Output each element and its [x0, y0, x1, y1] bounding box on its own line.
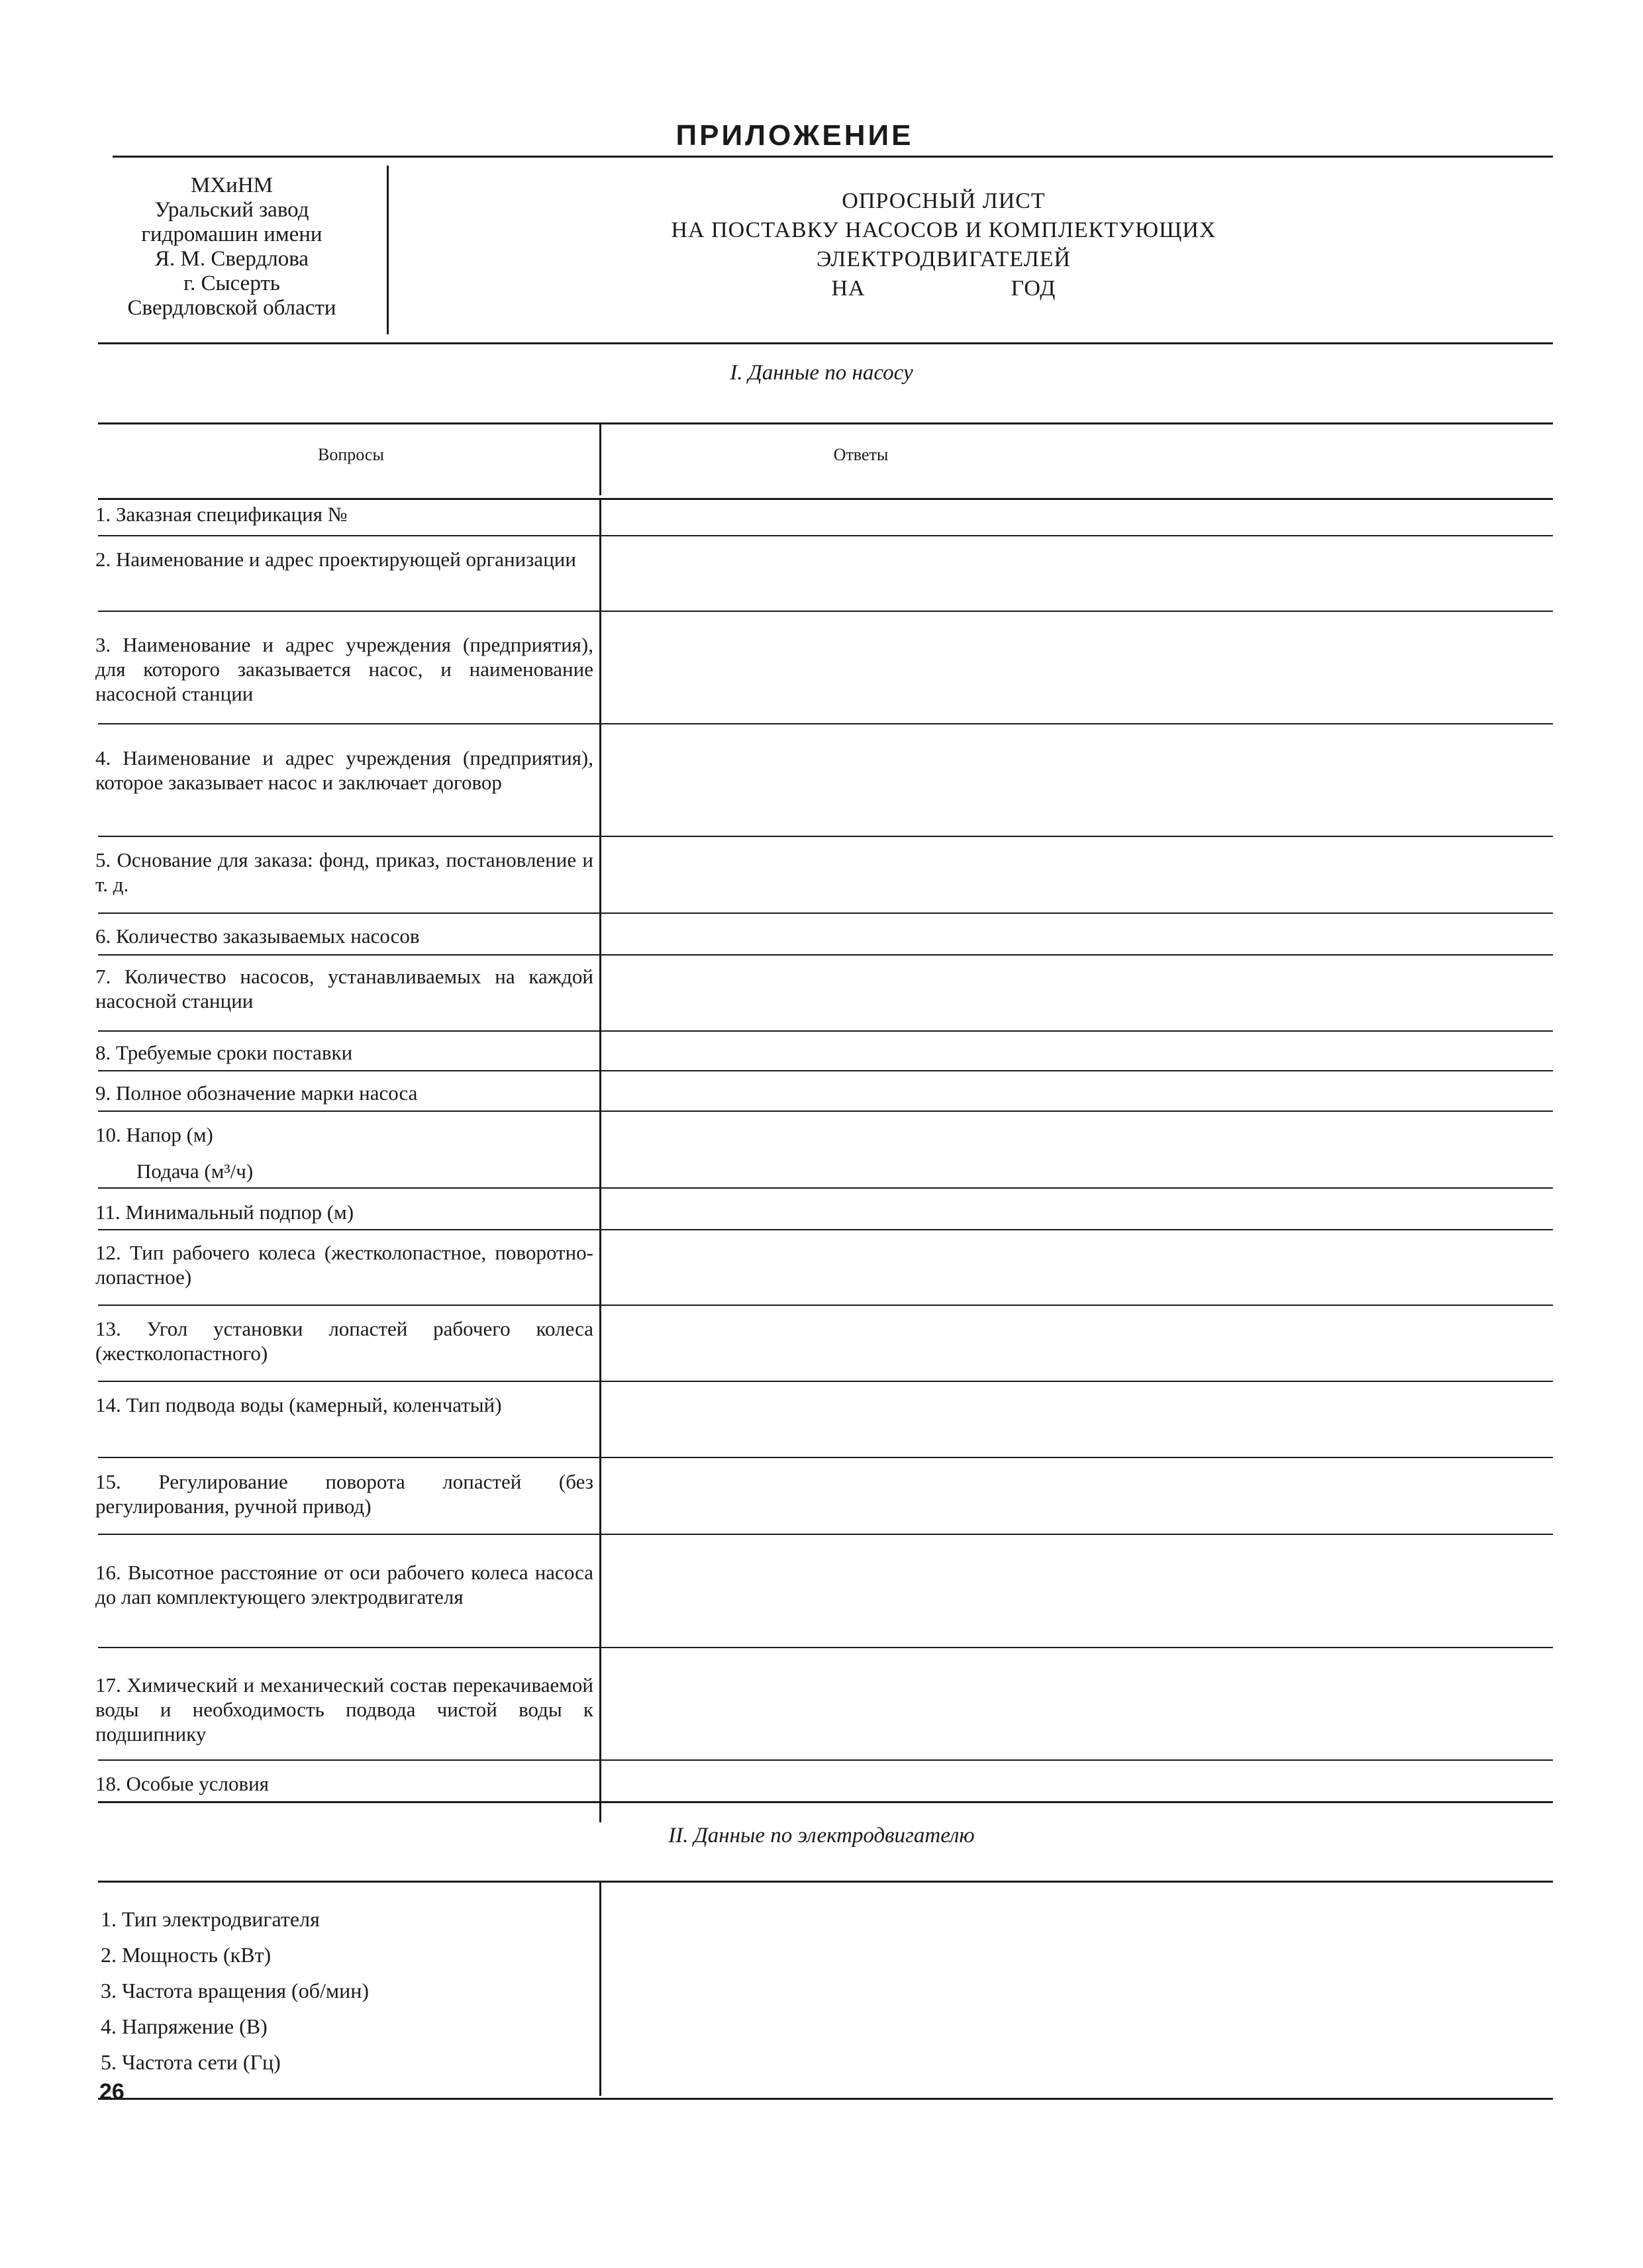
- row-rule: [98, 1647, 1553, 1648]
- motor-item-4: 4. Напряжение (В): [101, 2014, 268, 2038]
- row-rule: [98, 1187, 1553, 1189]
- row-rule: [98, 1759, 1553, 1761]
- motor-table-top-rule: [98, 1881, 1553, 1883]
- question-12: 12. Тип рабочего колеса (жестколопастное, поворотно-лопастное): [95, 1241, 593, 1289]
- row-rule: [98, 954, 1553, 956]
- table-top-rule: [98, 422, 1553, 424]
- org-line: Свердловской области: [127, 296, 336, 320]
- column-header-questions: Вопросы: [318, 445, 384, 464]
- question-17: 17. Химический и механический состав перекачиваемой воды и необходимость подвода чистой воды к подшипнику: [95, 1673, 593, 1746]
- row-rule: [98, 1801, 1553, 1803]
- year-prefix: НА: [831, 276, 866, 301]
- motor-item-3: 3. Частота вращения (об/мин): [101, 1979, 370, 2002]
- question-15: 15. Регулирование поворота лопастей (без регулирования, ручной привод): [95, 1470, 593, 1518]
- page-number: 26: [99, 2079, 124, 2104]
- row-rule: [98, 912, 1553, 914]
- question-1: 1. Заказная спецификация №: [95, 503, 348, 526]
- form-title-line: НА ПОСТАВКУ НАСОСОВ И КОМПЛЕКТУЮЩИХ: [671, 218, 1217, 242]
- org-line: гидромашин имени: [141, 222, 323, 246]
- organization-block: [93, 173, 371, 320]
- table-column-divider: [599, 422, 601, 495]
- row-rule: [98, 611, 1553, 612]
- section2-title: II. Данные по электродвигателю: [668, 1824, 975, 1848]
- row-rule: [98, 1305, 1553, 1306]
- question-10-sub: Подача (м³/ч): [136, 1159, 254, 1183]
- row-rule: [98, 723, 1553, 724]
- row-rule: [98, 1381, 1553, 1382]
- question-9: 9. Полное обозначение марки насоса: [95, 1081, 418, 1105]
- column-header-answers: Ответы: [833, 445, 889, 464]
- row-rule: [98, 498, 1553, 500]
- question-5: 5. Основание для заказа: фонд, приказ, постановление и т. д.: [95, 848, 593, 896]
- row-rule: [98, 1070, 1553, 1071]
- year-suffix: ГОД: [1011, 276, 1056, 301]
- org-line: Уральский завод: [154, 198, 309, 222]
- motor-item-1: 1. Тип электродвигателя: [101, 1907, 320, 1931]
- row-rule: [98, 1110, 1553, 1112]
- form-title-line: ЭЛЕКТРОДВИГАТЕЛЕЙ: [816, 247, 1071, 271]
- question-10: 10. Напор (м): [95, 1123, 213, 1146]
- question-6: 6. Количество заказываемых насосов: [95, 924, 420, 948]
- question-13: 13. Угол установки лопастей рабочего колеса (жестколопастного): [95, 1317, 593, 1365]
- appendix-title: ПРИЛОЖЕНИЕ: [675, 119, 914, 152]
- table-column-divider: [599, 1881, 601, 2096]
- form-title-line: ОПРОСНЫЙ ЛИСТ: [842, 189, 1046, 213]
- form-title: [596, 187, 1291, 303]
- question-18: 18. Особые условия: [95, 1772, 269, 1795]
- org-line: МХиНМ: [190, 173, 273, 197]
- header-top-rule: [113, 156, 1553, 158]
- header-bottom-rule: [98, 342, 1553, 344]
- question-11: 11. Минимальный подпор (м): [95, 1201, 354, 1224]
- motor-item-5: 5. Частота сети (Гц): [101, 2050, 281, 2074]
- row-rule: [98, 836, 1553, 837]
- row-rule: [98, 535, 1553, 536]
- row-rule: [98, 1457, 1553, 1458]
- motor-item-2: 2. Мощность (кВт): [101, 1943, 272, 1967]
- section1-title: I. Данные по насосу: [730, 361, 913, 385]
- question-2: 2. Наименование и адрес проектирующей организации: [95, 548, 576, 571]
- row-rule: [98, 1229, 1553, 1230]
- question-4: 4. Наименование и адрес учреждения (предприятия), которое заказывает насос и заключает договор: [95, 746, 593, 794]
- row-rule: [98, 1030, 1553, 1032]
- question-3: 3. Наименование и адрес учреждения (предприятия), для которого заказывается насос, и наименование насосной станции: [95, 633, 593, 705]
- header-divider: [387, 166, 389, 334]
- question-7: 7. Количество насосов, устанавливаемых на каждой насосной станции: [95, 965, 593, 1012]
- year-row: [596, 274, 1291, 303]
- org-line: Я. М. Свердлова: [154, 247, 309, 271]
- row-rule: [98, 1534, 1553, 1535]
- motor-table-bottom-rule: [98, 2098, 1553, 2100]
- table-column-divider: [599, 498, 601, 1822]
- question-8: 8. Требуемые сроки поставки: [95, 1041, 353, 1064]
- org-line: г. Сысерть: [183, 271, 280, 295]
- question-16: 16. Высотное расстояние от оси рабочего колеса насоса до лап комплектующего электродвигателя: [95, 1561, 593, 1608]
- question-14: 14. Тип подвода воды (камерный, коленчатый): [95, 1393, 502, 1416]
